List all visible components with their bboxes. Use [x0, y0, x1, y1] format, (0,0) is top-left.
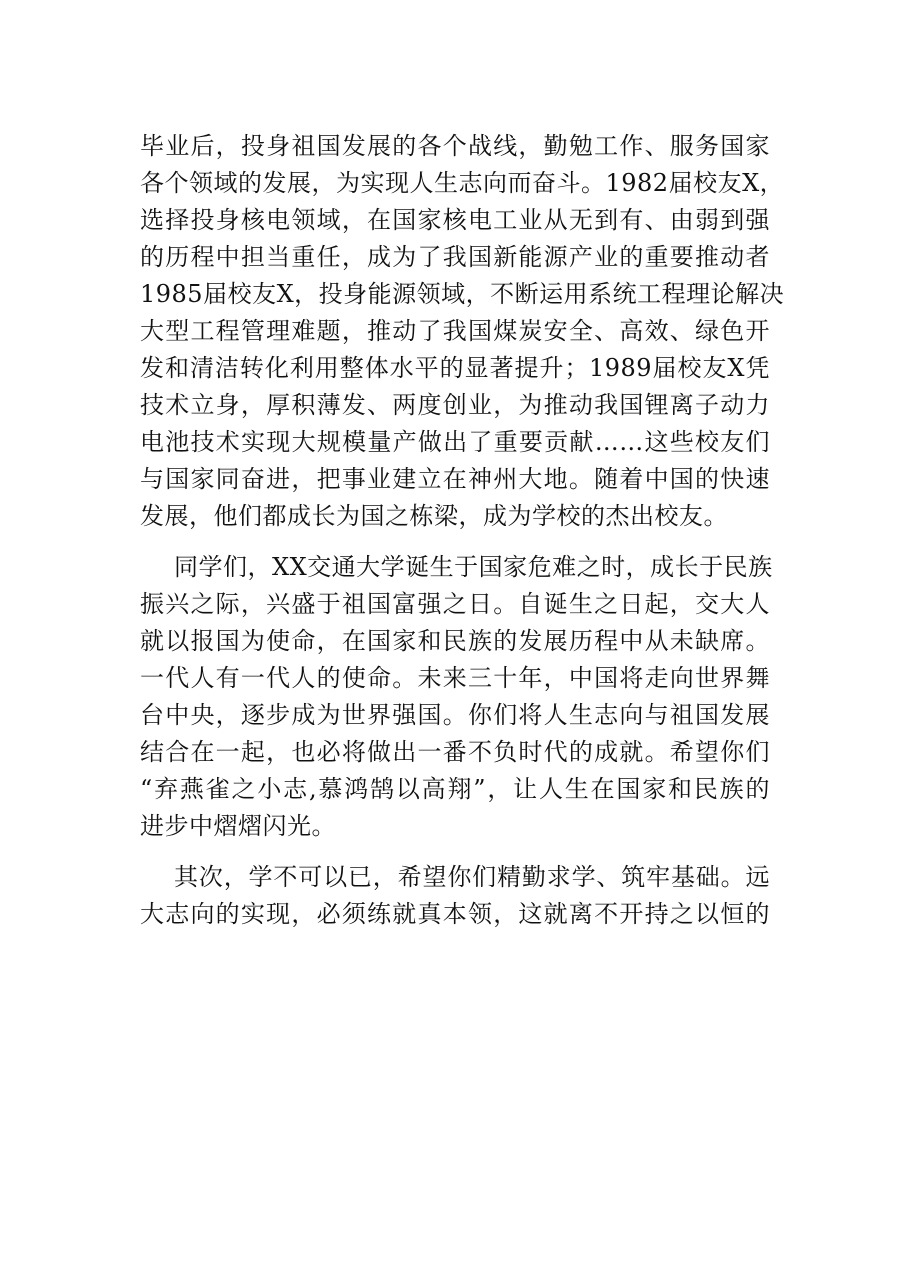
- text-line: 同学们，XX交通大学诞生于国家危难之时，成长于民族: [174, 553, 773, 581]
- text-line: 的历程中担当重任，成为了我国新能源产业的重要推动者: [140, 243, 770, 271]
- paragraph-mission: [140, 549, 773, 845]
- text-line: 毕业后，投身祖国发展的各个战线，勤勉工作、服务国家: [140, 132, 770, 160]
- text-line: 技术立身，厚积薄发、两度创业，为推动我国锂离子动力: [140, 391, 770, 419]
- text-line: 一代人有一代人的使命。未来三十年，中国将走向世界舞: [140, 664, 770, 692]
- text-line: 台中央，逐步成为世界强国。你们将人生志向与祖国发展: [140, 701, 770, 729]
- text-line: 就以报国为使命，在国家和民族的发展历程中从未缺席。: [140, 627, 770, 655]
- text-line: “弃燕雀之小志,慕鸿鹄以高翔”，让人生在国家和民族的: [140, 775, 770, 803]
- document-body: [140, 128, 785, 933]
- text-line: 电池技术实现大规模量产做出了重要贡献……这些校友们: [140, 428, 770, 456]
- text-line: 结合在一起，也必将做出一番不负时代的成就。希望你们: [140, 738, 770, 766]
- text-line: 选择投身核电领域，在国家核电工业从无到有、由弱到强: [140, 206, 770, 234]
- text-line: 发和清洁转化利用整体水平的显著提升；1989届校友X凭: [140, 354, 770, 382]
- paragraph-alumni: [140, 128, 785, 535]
- paragraph-study: [140, 859, 770, 933]
- paragraph-spacer: [140, 535, 770, 549]
- text-line: 大志向的实现，必须练就真本领，这就离不开持之以恒的: [140, 900, 770, 928]
- text-line: 各个领域的发展，为实现人生志向而奋斗。1982届校友X，: [140, 169, 785, 197]
- text-line: 其次，学不可以已，希望你们精勤求学、筑牢基础。远: [174, 863, 770, 891]
- text-line: 1985届校友X，投身能源领域，不断运用系统工程理论解决: [140, 280, 785, 308]
- text-line: 进步中熠熠闪光。: [140, 812, 336, 840]
- text-line: 发展，他们都成长为国之栋梁，成为学校的杰出校友。: [140, 502, 728, 530]
- text-line: 大型工程管理难题，推动了我国煤炭安全、高效、绿色开: [140, 317, 770, 345]
- text-line: 振兴之际，兴盛于祖国富强之日。自诞生之日起，交大人: [140, 590, 770, 618]
- text-line: 与国家同奋进，把事业建立在神州大地。随着中国的快速: [140, 465, 770, 493]
- paragraph-spacer: [140, 845, 770, 859]
